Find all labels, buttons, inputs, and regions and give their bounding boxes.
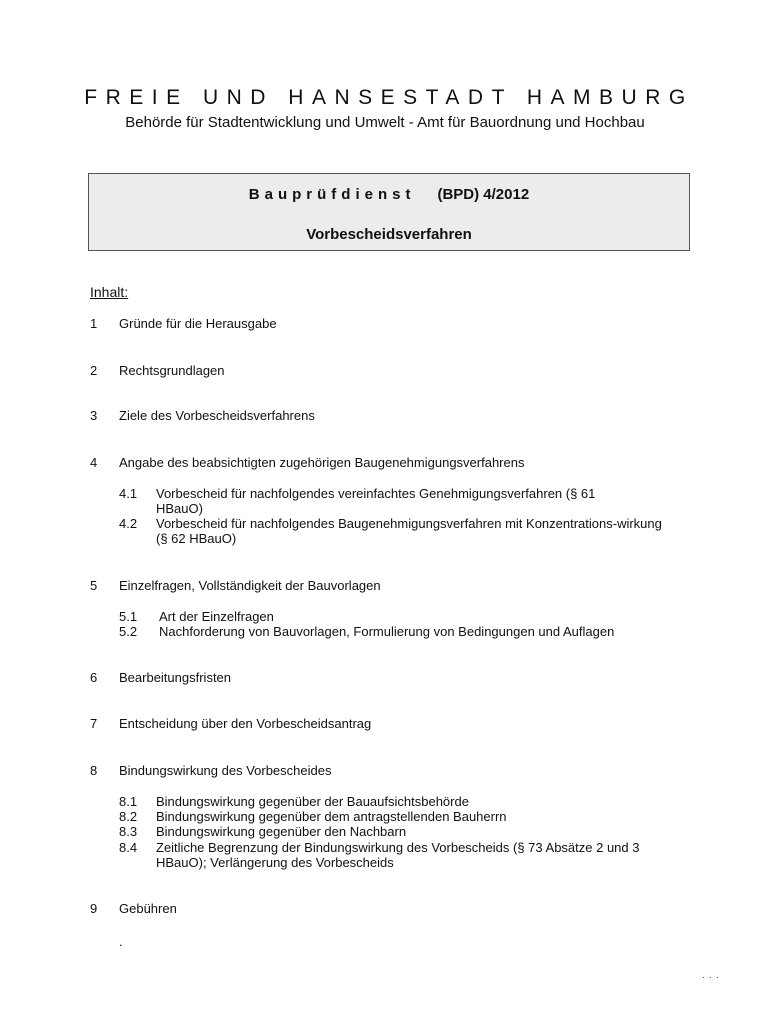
toc-subitem-number: 8.3: [119, 824, 138, 839]
toc-item-number: 2: [90, 363, 98, 378]
toc-item-number: 6: [90, 670, 98, 685]
document-header: [0, 86, 770, 132]
toc-item-number: 5: [90, 578, 98, 593]
toc-item-number: 8: [90, 763, 98, 778]
toc-subitem-label: Vorbescheid für nachfolgendes Baugenehmigungsverfahren mit Konzentrations-wirkung (§ 62 HBauO): [156, 516, 662, 546]
toc-subitem-label: Nachforderung von Bauvorlagen, Formulierung von Bedingungen und Auflagen: [159, 624, 615, 639]
toc-item-label: Gründe für die Herausgabe: [119, 316, 277, 331]
document-title: [89, 185, 689, 205]
toc-subitem-number: 5.2: [119, 624, 138, 639]
document-title-number: (BPD) 4/2012: [437, 186, 530, 203]
toc-item-label: Gebühren: [119, 901, 177, 916]
toc-subitem-number: 8.2: [119, 809, 138, 824]
document-title-spaced: Bauprüfdienst: [248, 186, 416, 203]
toc-item-number: 7: [90, 716, 98, 731]
toc-item-number: 1: [90, 316, 98, 331]
toc-subitem-label: Art der Einzelfragen: [159, 609, 274, 624]
toc-item-number: 4: [90, 455, 98, 470]
toc-subitem-number: 8.1: [119, 794, 138, 809]
authority-title: FREIE UND HANSESTADT HAMBURG: [84, 86, 694, 109]
toc-item-label: Bindungswirkung des Vorbescheides: [119, 763, 332, 778]
continuation-ellipsis: . . .: [702, 970, 720, 980]
toc-subitem-number: 8.4: [119, 840, 138, 855]
trailing-dot: .: [119, 934, 123, 949]
document-title-box: [88, 173, 690, 251]
toc-item-label: Ziele des Vorbescheidsverfahrens: [119, 408, 315, 423]
toc-item-label: Rechtsgrundlagen: [119, 363, 225, 378]
toc-subitem-label: Bindungswirkung gegenüber den Nachbarn: [156, 824, 407, 839]
toc-item-number: 9: [90, 901, 98, 916]
toc-subitem-number: 4.2: [119, 516, 138, 531]
toc-subitem-label: Bindungswirkung gegenüber der Bauaufsichtsbehörde: [156, 794, 469, 809]
toc-item-label: Angabe des beabsichtigten zugehörigen Baugenehmigungsverfahrens: [119, 455, 525, 470]
toc-subitem-number: 4.1: [119, 486, 138, 501]
toc-subitem-label: Vorbescheid für nachfolgendes vereinfachtes Genehmigungsverfahren (§ 61 HBauO): [156, 486, 596, 516]
toc-subitem-label: Bindungswirkung gegenüber dem antragstellenden Bauherrn: [156, 809, 507, 824]
document-subject: Vorbescheidsverfahren: [306, 226, 472, 243]
toc-item-label: Einzelfragen, Vollständigkeit der Bauvorlagen: [119, 578, 381, 593]
toc-item-number: 3: [90, 408, 98, 423]
toc-subitem-number: 5.1: [119, 609, 138, 624]
toc-item-label: Entscheidung über den Vorbescheidsantrag: [119, 716, 372, 731]
toc-subitem-label: Zeitliche Begrenzung der Bindungswirkung des Vorbescheids (§ 73 Absätze 2 und 3 HBauO); Verlängerung des Vorbescheids: [156, 840, 640, 870]
toc-heading: Inhalt:: [90, 284, 129, 300]
toc-item-label: Bearbeitungsfristen: [119, 670, 232, 685]
authority-subtitle: Behörde für Stadtentwicklung und Umwelt - Amt für Bauordnung und Hochbau: [125, 114, 645, 131]
